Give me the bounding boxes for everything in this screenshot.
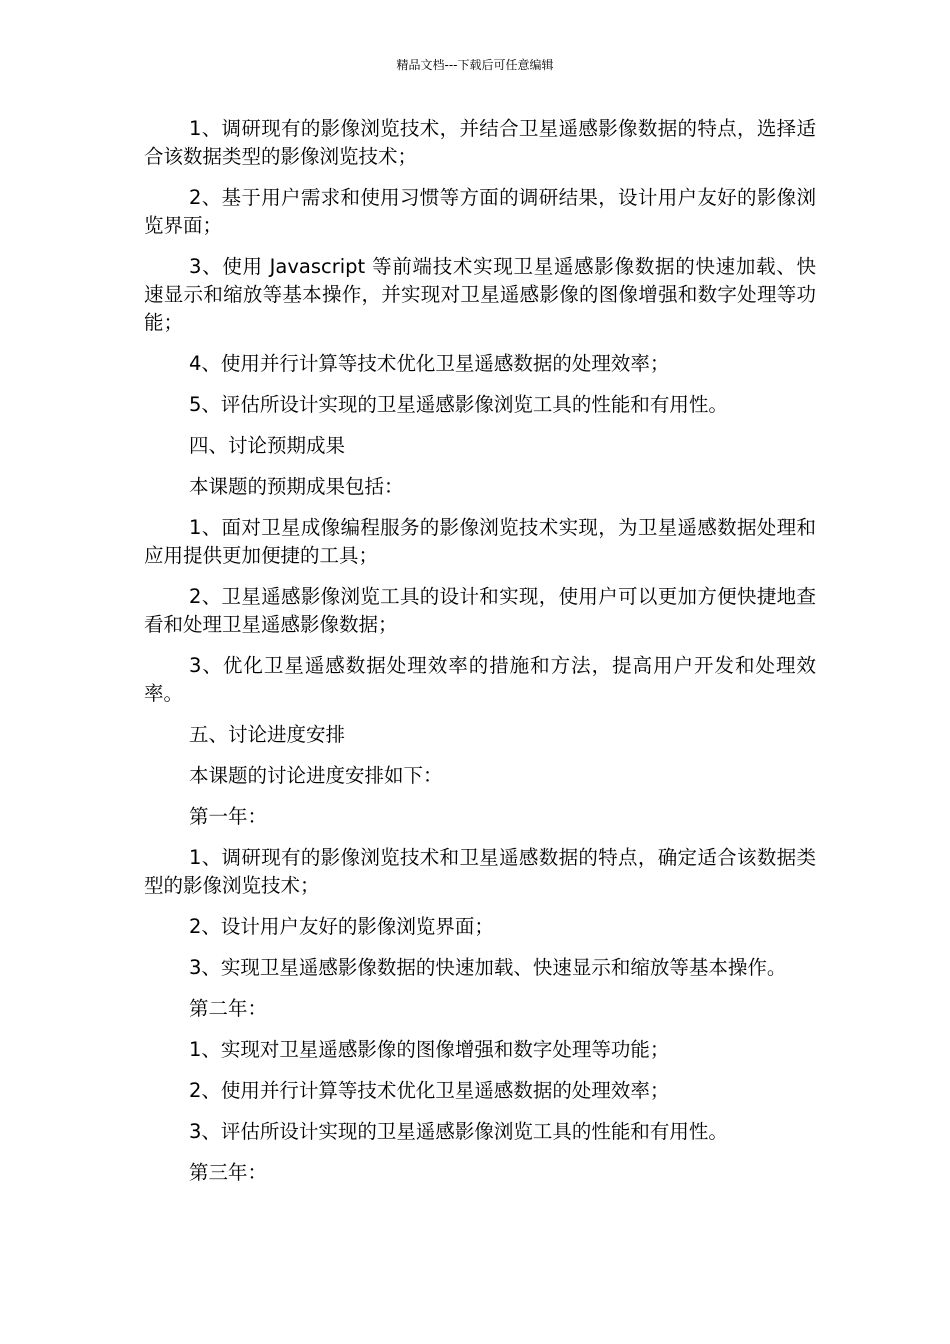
paragraph: 3、评估所设计实现的卫星遥感影像浏览工具的性能和有用性。 — [189, 1120, 728, 1143]
paragraph: 2、设计用户友好的影像浏览界面； — [189, 915, 494, 938]
document-body — [144, 115, 816, 1200]
paragraph: 3、优化卫星遥感数据处理效率的措施和方法，提高用户开发和处理效率。 — [144, 654, 816, 705]
paragraph: 4、使用并行计算等技术优化卫星遥感数据的处理效率； — [189, 352, 670, 375]
paragraph: 本课题的预期成果包括： — [189, 475, 404, 498]
year-heading: 第三年： — [189, 1161, 268, 1184]
paragraph: 2、使用并行计算等技术优化卫星遥感数据的处理效率； — [189, 1079, 670, 1102]
paragraph: 本课题的讨论进度安排如下： — [189, 764, 443, 787]
page-header: 精品文档---下载后可任意编辑 — [396, 58, 554, 72]
paragraph: 2、卫星遥感影像浏览工具的设计和实现，使用户可以更加方便快捷地查看和处理卫星遥感影像数据； — [144, 585, 816, 636]
paragraph: 1、实现对卫星遥感影像的图像增强和数字处理等功能； — [189, 1038, 670, 1061]
paragraph: 3、使用 Javascript 等前端技术实现卫星遥感影像数据的快速加载、快速显示和缩放等基本操作，并实现对卫星遥感影像的图像增强和数字处理等功能； — [144, 255, 816, 334]
paragraph: 3、实现卫星遥感影像数据的快速加载、快速显示和缩放等基本操作。 — [189, 956, 787, 979]
year-heading: 第一年： — [189, 805, 268, 828]
paragraph: 2、基于用户需求和使用习惯等方面的调研结果，设计用户友好的影像浏览界面； — [144, 186, 816, 237]
section-heading: 四、讨论预期成果 — [189, 434, 346, 457]
paragraph: 1、面对卫星成像编程服务的影像浏览技术实现，为卫星遥感数据处理和应用提供更加便捷的工具； — [144, 516, 816, 567]
paragraph: 1、调研现有的影像浏览技术，并结合卫星遥感影像数据的特点，选择适合该数据类型的影像浏览技术； — [144, 117, 816, 168]
paragraph: 1、调研现有的影像浏览技术和卫星遥感数据的特点，确定适合该数据类型的影像浏览技术； — [144, 846, 816, 897]
paragraph: 5、评估所设计实现的卫星遥感影像浏览工具的性能和有用性。 — [189, 393, 728, 416]
section-heading: 五、讨论进度安排 — [189, 723, 346, 746]
year-heading: 第二年： — [189, 997, 268, 1020]
